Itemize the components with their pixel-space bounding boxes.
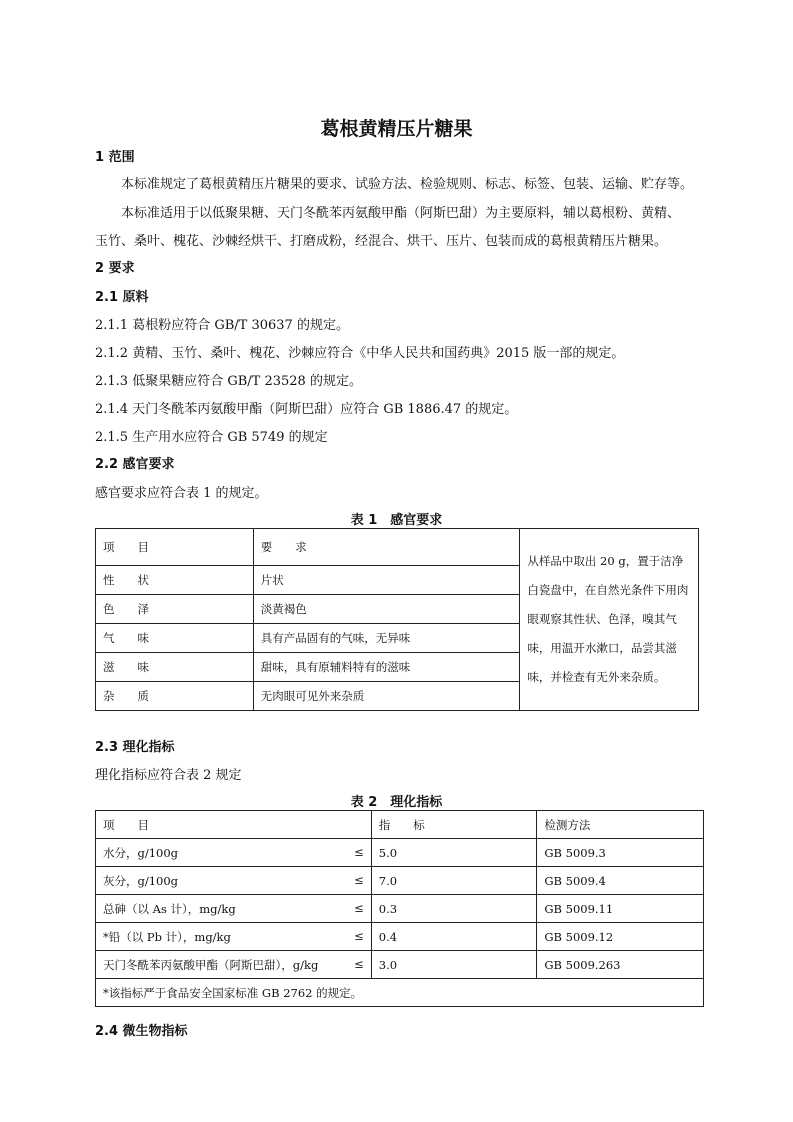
header-index: 指 标: [371, 811, 537, 839]
row-requirement: 片状: [253, 566, 520, 595]
inspection-method: 从样品中取出 20 g，置于洁净白瓷盘中，在自然光条件下用肉眼观察其性状、色泽，嗅其气味，用温开水漱口，品尝其滋味，并检查有无外来杂质。: [520, 529, 699, 711]
clause-2-1-2: 2.1.2 黄精、玉竹、桑叶、槐花、沙棘应符合《中华人民共和国药典》2015 版一部的规定。: [95, 346, 625, 361]
header-item: 项 目: [96, 811, 372, 839]
table-note-row: [96, 979, 704, 1007]
table-row: [96, 895, 704, 923]
header-item: 项 目: [96, 529, 254, 566]
section-heading-physicochemical: 2.3 理化指标: [95, 740, 175, 755]
paragraph-scope-1: 本标准规定了葛根黄精压片糖果的要求、试验方法、检验规则、标志、标签、包装、运输、贮存等。: [121, 177, 694, 192]
row-method: GB 5009.3: [537, 839, 704, 867]
sensory-table: [95, 528, 699, 711]
row-item: [96, 867, 372, 895]
row-value: 5.0: [371, 839, 537, 867]
clause-2-1-5: 2.1.5 生产用水应符合 GB 5749 的规定: [95, 430, 328, 445]
comparison-symbol: ≤: [354, 928, 364, 943]
row-item: 色 泽: [96, 595, 254, 624]
row-item: [96, 951, 372, 979]
row-item-label: 天门冬酰苯丙氨酸甲酯（阿斯巴甜），g/kg: [103, 957, 319, 972]
header-requirement: 要 求: [253, 529, 520, 566]
row-item-label: *铅（以 Pb 计），mg/kg: [103, 929, 231, 944]
row-item: 杂 质: [96, 682, 254, 711]
table-note: *该指标严于食品安全国家标准 GB 2762 的规定。: [96, 979, 704, 1007]
row-method: GB 5009.263: [537, 951, 704, 979]
table-header-row: [96, 529, 699, 566]
row-value: 0.4: [371, 923, 537, 951]
row-item: 滋 味: [96, 653, 254, 682]
row-item-label: 灰分，g/100g: [103, 873, 179, 888]
section-heading-materials: 2.1 原料: [95, 290, 149, 305]
row-method: GB 5009.4: [537, 867, 704, 895]
table1-caption: 表 1 感官要求: [350, 513, 443, 528]
row-item: [96, 895, 372, 923]
table2-caption: 表 2 理化指标: [350, 795, 443, 810]
page-title: 葛根黄精压片糖果: [320, 118, 473, 140]
clause-2-1-1: 2.1.1 葛根粉应符合 GB/T 30637 的规定。: [95, 318, 349, 333]
section-heading-sensory: 2.2 感官要求: [95, 457, 175, 472]
table-header-row: [96, 811, 704, 839]
paragraph-scope-2a: 本标准适用于以低聚果糖、天门冬酰苯丙氨酸甲酯（阿斯巴甜）为主要原料，辅以葛根粉、黄精、: [121, 206, 681, 221]
table-row: [96, 923, 704, 951]
paragraph-scope-2b: 玉竹、桑叶、槐花、沙棘经烘干、打磨成粉，经混合、烘干、压片、包装而成的葛根黄精压片糖果。: [95, 234, 668, 249]
row-requirement: 无肉眼可见外来杂质: [253, 682, 520, 711]
paragraph-sensory: 感官要求应符合表 1 的规定。: [95, 486, 268, 501]
row-method: GB 5009.12: [537, 923, 704, 951]
header-method: 检测方法: [537, 811, 704, 839]
comparison-symbol: ≤: [354, 872, 364, 887]
clause-2-1-4: 2.1.4 天门冬酰苯丙氨酸甲酯（阿斯巴甜）应符合 GB 1886.47 的规定。: [95, 402, 518, 417]
row-value: 3.0: [371, 951, 537, 979]
table-row: [96, 951, 704, 979]
comparison-symbol: ≤: [354, 900, 364, 915]
section-heading-microbiological: 2.4 微生物指标: [95, 1024, 188, 1039]
row-item: 性 状: [96, 566, 254, 595]
row-requirement: 淡黄褐色: [253, 595, 520, 624]
section-heading-scope: 1 范围: [95, 150, 135, 165]
table-row: [96, 839, 704, 867]
physicochemical-table: [95, 810, 704, 1007]
row-method: GB 5009.11: [537, 895, 704, 923]
row-item: [96, 923, 372, 951]
row-requirement: 具有产品固有的气味，无异味: [253, 624, 520, 653]
paragraph-physicochemical: 理化指标应符合表 2 规定: [95, 768, 242, 783]
table-row: [96, 867, 704, 895]
row-item-label: 总砷（以 As 计），mg/kg: [103, 901, 236, 916]
clause-2-1-3: 2.1.3 低聚果糖应符合 GB/T 23528 的规定。: [95, 374, 362, 389]
comparison-symbol: ≤: [354, 844, 364, 859]
row-item-label: 水分，g/100g: [103, 845, 179, 860]
comparison-symbol: ≤: [354, 956, 364, 971]
row-item: [96, 839, 372, 867]
row-item: 气 味: [96, 624, 254, 653]
row-value: 0.3: [371, 895, 537, 923]
row-value: 7.0: [371, 867, 537, 895]
section-heading-requirements: 2 要求: [95, 261, 135, 276]
row-requirement: 甜味，具有原辅料特有的滋味: [253, 653, 520, 682]
